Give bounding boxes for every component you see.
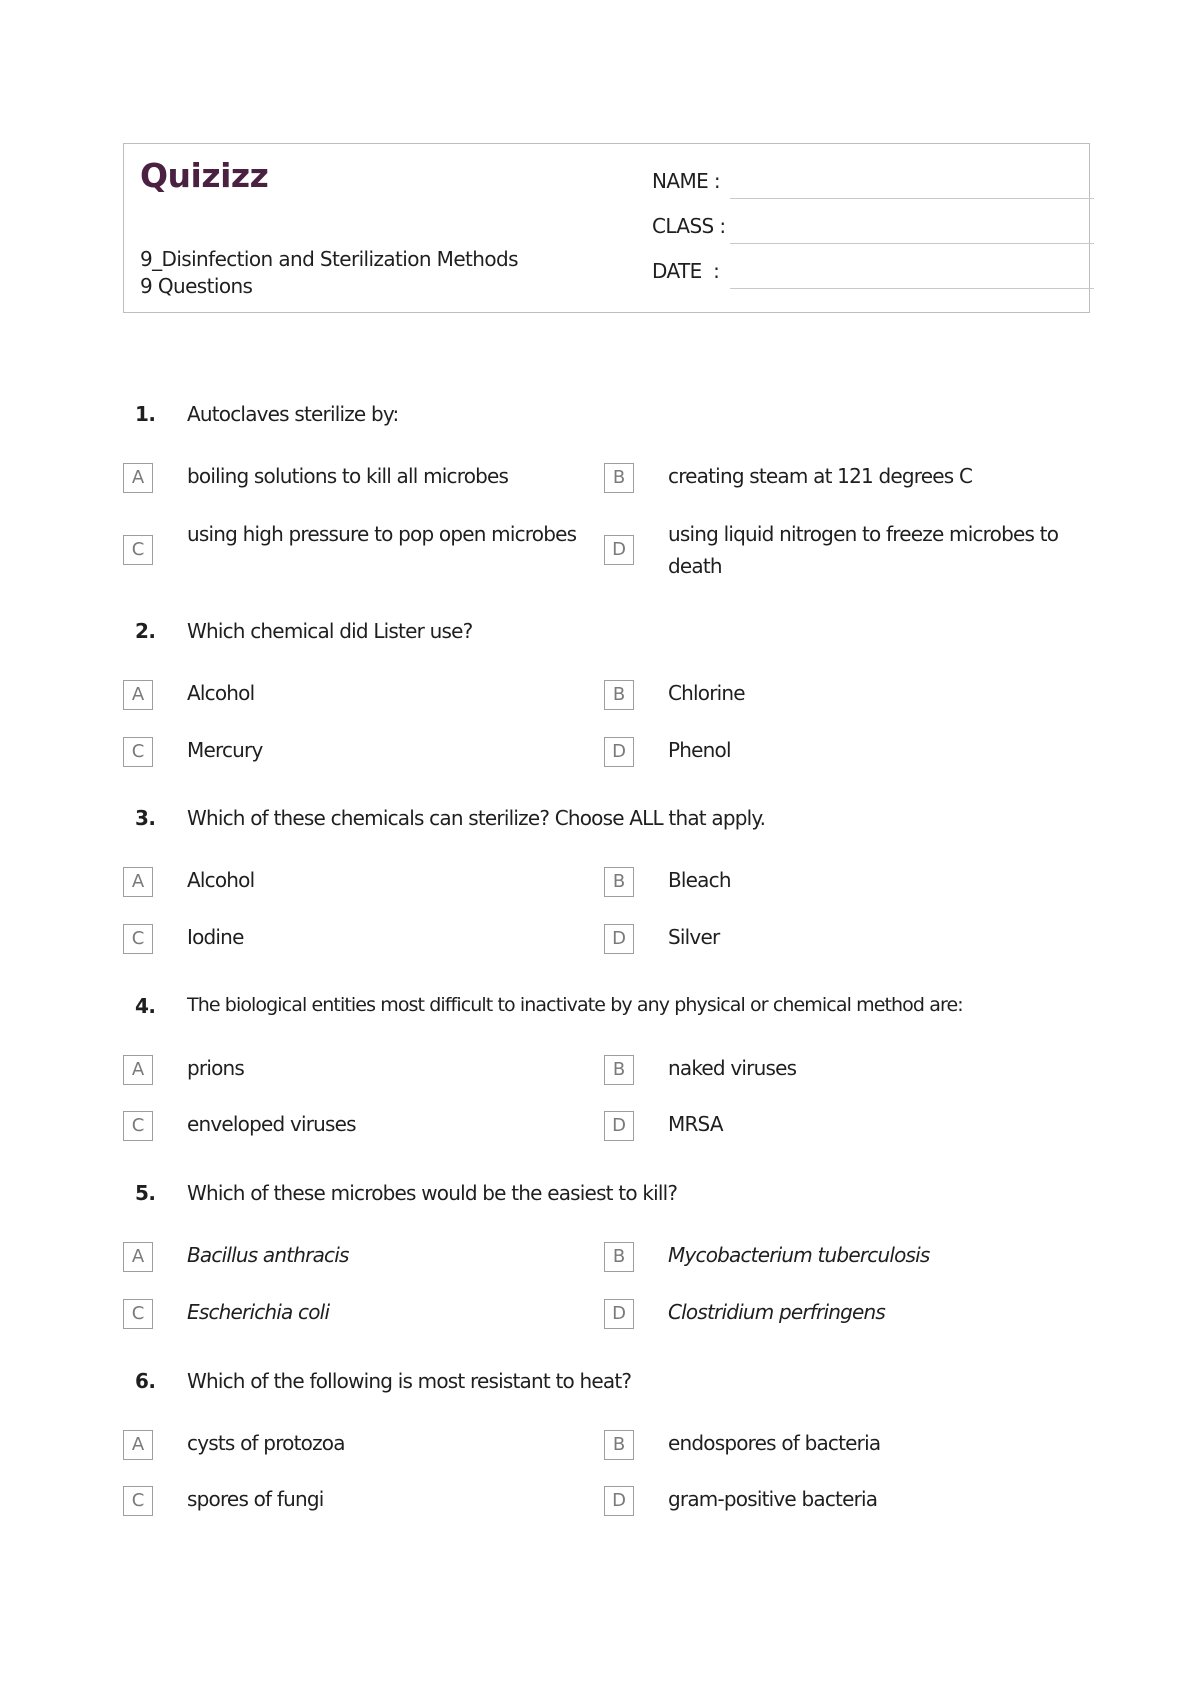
option-text: naked viruses [668, 1056, 797, 1080]
question-text: The biological entities most difficult to inactivate by any physical or chemical method are: [187, 994, 963, 1016]
quiz-title: 9_Disinfection and Sterilization Methods [140, 247, 518, 271]
option-text: Alcohol [187, 681, 255, 705]
question-number: 2. [135, 619, 156, 643]
worksheet-header [123, 143, 1090, 313]
option-text: spores of fungi [187, 1487, 324, 1511]
option-letter-d[interactable]: D [604, 1111, 634, 1141]
option-text: Chlorine [668, 681, 745, 705]
option-text: Alcohol [187, 868, 255, 892]
option-letter-c[interactable]: C [123, 924, 153, 954]
class-line[interactable] [730, 243, 1094, 244]
option-letter-a[interactable]: A [123, 463, 153, 493]
question-number: 5. [135, 1181, 156, 1205]
option-text: cysts of protozoa [187, 1431, 345, 1455]
option-text: boiling solutions to kill all microbes [187, 464, 509, 488]
option-text: using liquid nitrogen to freeze microbes to death [668, 522, 1059, 578]
option-letter-b[interactable]: B [604, 1055, 634, 1085]
question-text: Which of the following is most resistant to heat? [187, 1369, 632, 1393]
option-text: gram-positive bacteria [668, 1487, 878, 1511]
class-field[interactable] [652, 214, 1072, 244]
option-text: MRSA [668, 1112, 723, 1136]
option-text: Silver [668, 925, 720, 949]
class-label: CLASS : [652, 214, 726, 238]
option-letter-d[interactable]: D [604, 535, 634, 565]
option-letter-c[interactable]: C [123, 535, 153, 565]
option-letter-c[interactable]: C [123, 1111, 153, 1141]
question-count: 9 Questions [140, 274, 253, 298]
option-letter-b[interactable]: B [604, 463, 634, 493]
name-label: NAME : [652, 169, 721, 193]
option-text: creating steam at 121 degrees C [668, 464, 973, 488]
option-text: Mercury [187, 738, 263, 762]
question-number: 4. [135, 994, 156, 1018]
option-text: prions [187, 1056, 245, 1080]
question-text: Which of these microbes would be the easiest to kill? [187, 1181, 678, 1205]
option-letter-c[interactable]: C [123, 1299, 153, 1329]
date-label: DATE : [652, 259, 720, 283]
option-text: Phenol [668, 738, 731, 762]
option-letter-a[interactable]: A [123, 680, 153, 710]
option-text: using high pressure to pop open microbes [187, 522, 577, 546]
option-text: Bacillus anthracis [187, 1243, 349, 1267]
option-text: enveloped viruses [187, 1112, 356, 1136]
question-number: 1. [135, 402, 156, 426]
option-letter-d[interactable]: D [604, 924, 634, 954]
option-letter-d[interactable]: D [604, 737, 634, 767]
question-text: Which of these chemicals can sterilize? Choose ALL that apply. [187, 806, 766, 830]
option-letter-b[interactable]: B [604, 680, 634, 710]
date-line[interactable] [730, 288, 1094, 289]
quizizz-logo: Quizizz [140, 156, 269, 195]
question-number: 6. [135, 1369, 156, 1393]
option-text: endospores of bacteria [668, 1431, 881, 1455]
option-letter-a[interactable]: A [123, 1242, 153, 1272]
option-letter-d[interactable]: D [604, 1299, 634, 1329]
name-line[interactable] [730, 198, 1094, 199]
option-letter-b[interactable]: B [604, 867, 634, 897]
option-text: Bleach [668, 868, 731, 892]
option-text: Iodine [187, 925, 244, 949]
question-text: Autoclaves sterilize by: [187, 402, 399, 426]
question-number: 3. [135, 806, 156, 830]
option-letter-d[interactable]: D [604, 1486, 634, 1516]
option-letter-a[interactable]: A [123, 867, 153, 897]
option-letter-a[interactable]: A [123, 1055, 153, 1085]
option-letter-c[interactable]: C [123, 737, 153, 767]
option-letter-b[interactable]: B [604, 1242, 634, 1272]
date-field[interactable] [652, 259, 1072, 289]
option-text: Escherichia coli [187, 1300, 330, 1324]
option-letter-b[interactable]: B [604, 1430, 634, 1460]
name-field[interactable] [652, 169, 1072, 199]
option-letter-c[interactable]: C [123, 1486, 153, 1516]
question-text: Which chemical did Lister use? [187, 619, 473, 643]
option-text: Mycobacterium tuberculosis [668, 1243, 930, 1267]
option-text: Clostridium perfringens [668, 1300, 885, 1324]
option-letter-a[interactable]: A [123, 1430, 153, 1460]
